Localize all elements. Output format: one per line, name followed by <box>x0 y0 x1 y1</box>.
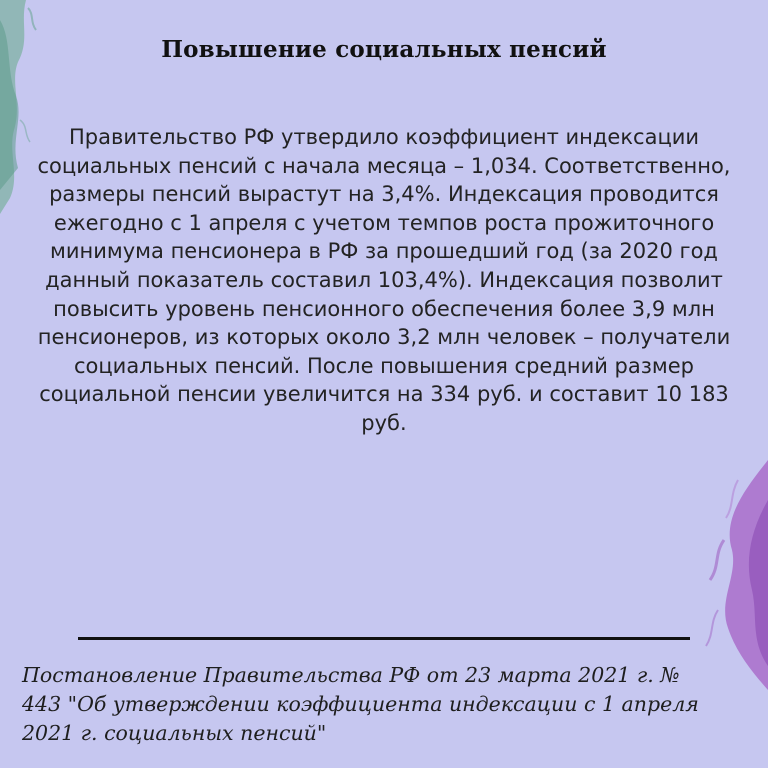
article-body-text: Правительство РФ утвердило коэффициент индексации социальных пенсий с начала месяца – 1,034. Соответственно, размеры пенсий вырастут на 3,4%. Индексация проводится ежегодно с 1 апреля с учетом темпов роста прожиточного минимума пенсионера в РФ за прошедший год (за 2020 год данный показатель составил 103,4%). Индексация позволит повысить уровень пенсионного обеспечения более 3,9 млн пенсионеров, из которых около 3,2 млн человек – получатели социальных пенсий. После повышения средний размер социальной пенсии увеличится на 334 руб. и составит 10 183 руб. <box>37 125 731 435</box>
page-title: Повышение социальных пенсий <box>161 36 607 63</box>
source-citation: Постановление Правительства РФ от 23 марта 2021 г. № 443 "Об утверждении коэффициента индексации с 1 апреля 2021 г. социальных пенсий" <box>22 663 699 745</box>
purple-brush-stroke-decoration <box>648 440 768 690</box>
divider-line <box>78 637 690 640</box>
